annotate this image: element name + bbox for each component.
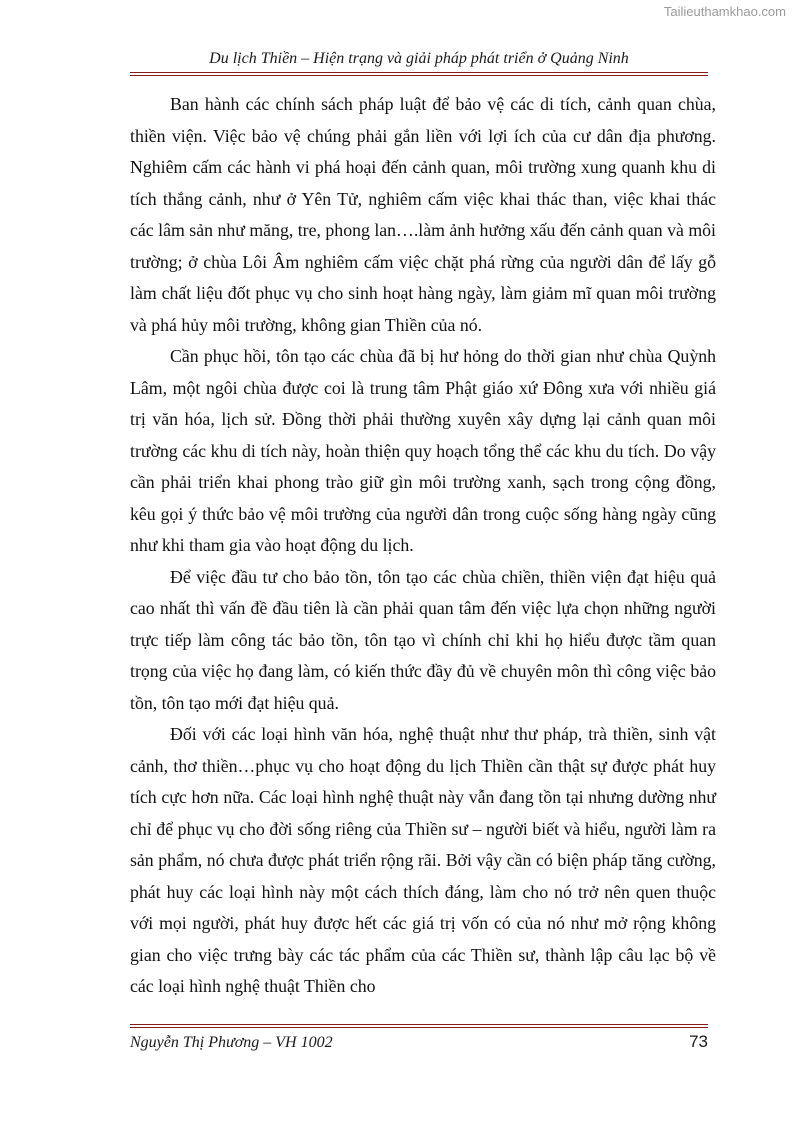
paragraph: Để việc đầu tư cho bảo tồn, tôn tạo các chùa chiền, thiền viện đạt hiệu quả cao nhất thì vấn đề đầu tiên là cần phải quan tâm đến việc lựa chọn những người trực tiếp làm công tác bảo tồn, tôn tạo vì chính chỉ khi họ hiểu được tầm quan trọng của việc họ đang làm, có kiến thức đầy đủ về chuyên môn thì công việc bảo tồn, tôn tạo mới đạt hiệu quả.	[130, 566, 716, 713]
footer-author: Nguyễn Thị Phương – VH 1002	[130, 1034, 333, 1051]
header-rule	[130, 72, 708, 73]
paragraph: Đối với các loại hình văn hóa, nghệ thuật như thư pháp, trà thiền, sinh vật cảnh, thơ thiền…phục vụ cho hoạt động du lịch Thiền cần thật sự được phát huy tích cực hơn nữa. Các loại hình nghệ thuật này vẫn đang tồn tại nhưng dường như chỉ để phục vụ cho đời sống riêng của Thiền sư – người biết và hiểu, người làm ra sản phẩm, nó chưa được phát triển rộng rãi. Bởi vậy cần có biện pháp tăng cường, phát huy các loại hình này một cách thích đáng, làm cho nó trở nên quen thuộc với mọi người, phát huy được hết các giá trị vốn có của nó như mở rộng không gian cho việc trưng bày các tác phẩm của các Thiền sư, thành lập câu lạc bộ về các loại hình nghệ thuật Thiền cho	[130, 724, 716, 996]
footer-rule	[130, 1024, 708, 1025]
header-rule-secondary	[130, 75, 708, 76]
watermark: Tailieuthamkhao.com	[663, 4, 786, 19]
footer-rule-secondary	[130, 1027, 708, 1028]
paragraph: Cần phục hồi, tôn tạo các chùa đã bị hư hỏng do thời gian như chùa Quỳnh Lâm, một ngôi chùa được coi là trung tâm Phật giáo xứ Đông xưa với nhiều giá trị văn hóa, lịch sử. Đồng thời phải thường xuyên xây dựng lại cảnh quan môi trường các khu di tích này, hoàn thiện quy hoạch tổng thể các khu du tích. Do vậy cần phải triển khai phong trào giữ gìn môi trường xanh, sạch trong cộng đồng, kêu gọi ý thức bảo vệ môi trường của người dân trong cuộc sống hàng ngày cũng như khi tham gia vào hoạt động du lịch.	[130, 346, 716, 555]
paragraph: Ban hành các chính sách pháp luật để bảo vệ các di tích, cảnh quan chùa, thiền viện. Việc bảo vệ chúng phải gắn liền với lợi ích của cư dân địa phương. Nghiêm cấm các hành vi phá hoại đến cảnh quan, môi trường xung quanh khu di tích thắng cảnh, như ở Yên Tử, nghiêm cấm việc khai thác than, việc khai thác các lâm sản như măng, tre, phong lan….làm ảnh hưởng xấu đến cảnh quan và môi trường; ở chùa Lôi Âm nghiêm cấm việc chặt phá rừng của người dân để lấy gỗ làm chất liệu đốt phục vụ cho sinh hoạt hàng ngày, làm giảm mĩ quan môi trường và phá hủy môi trường, không gian Thiền của nó.	[130, 94, 716, 335]
body-text	[130, 89, 716, 1003]
page-number: 73	[689, 1032, 708, 1051]
page-header-title: Du lịch Thiền – Hiện trạng và giải pháp phát triển ở Quảng Ninh	[209, 50, 629, 67]
